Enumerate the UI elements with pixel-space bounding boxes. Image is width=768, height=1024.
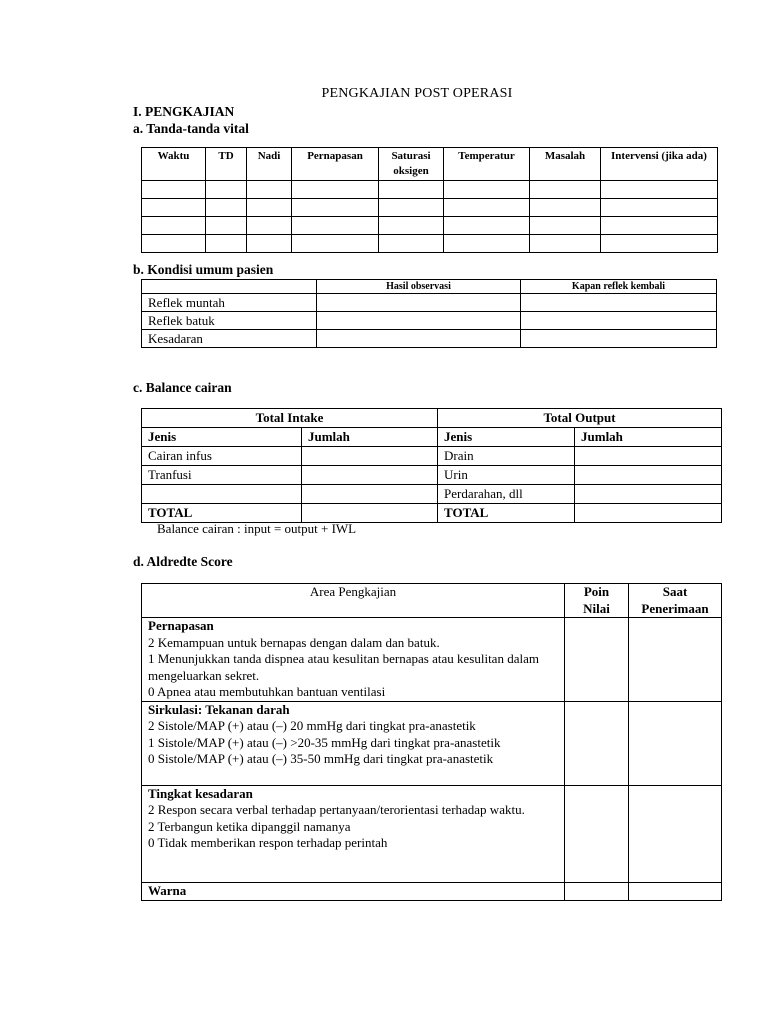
pernapasan-title: Pernapasan	[148, 618, 214, 633]
kesadaran-item: 0 Tidak memberikan respon terhadap perintah	[148, 835, 388, 850]
section-tanda-vital: a. Tanda-tanda vital	[133, 121, 249, 136]
output-item: Urin	[438, 466, 575, 485]
aldrete-header-poin: Poin Nilai	[565, 584, 629, 618]
output-jenis-header: Jenis	[438, 428, 575, 447]
sirkulasi-title: Sirkulasi: Tekanan darah	[148, 701, 290, 717]
intake-total-label: TOTAL	[142, 504, 302, 523]
aldrete-header-area: Area Pengkajian	[142, 584, 565, 618]
vital-header-saturasi: Saturasi oksigen	[379, 148, 444, 181]
aldrete-row-sirkulasi	[142, 701, 722, 785]
vital-header-pernapasan: Pernapasan	[292, 148, 379, 181]
kondisi-row	[142, 312, 717, 330]
intake-jenis-header: Jenis	[142, 428, 302, 447]
kondisi-label: Reflek batuk	[142, 312, 317, 330]
output-total-label: TOTAL	[438, 504, 575, 523]
total-intake-header: Total Intake	[142, 409, 438, 428]
balance-column-header-row	[142, 428, 722, 447]
aldrete-header-row	[142, 584, 722, 618]
balance-formula: Balance cairan : input = output + IWL	[157, 521, 357, 536]
kesadaran-item: 2 Terbangun ketika dipanggil namanya	[148, 818, 351, 834]
pernapasan-item: 1 Menunjukkan tanda dispnea atau kesulitan bernapas atau kesulitan dalam mengeluarkan sekret.	[148, 651, 539, 683]
kondisi-label: Reflek muntah	[142, 294, 317, 312]
aldrete-row-kesadaran	[142, 785, 722, 882]
kondisi-header-blank	[142, 280, 317, 294]
vital-header-row	[142, 148, 718, 181]
balance-row	[142, 466, 722, 485]
aldrete-row-warna	[142, 882, 722, 900]
sirkulasi-item: 1 Sistole/MAP (+) atau (–) >20-35 mmHg dari tingkat pra-anastetik	[148, 734, 501, 750]
kondisi-label: Kesadaran	[142, 330, 317, 348]
kondisi-umum-table	[141, 279, 717, 348]
pernapasan-item: 0 Apnea atau membutuhkan bantuan ventilasi	[148, 684, 386, 699]
intake-item: Tranfusi	[142, 466, 302, 485]
intake-jumlah-header: Jumlah	[302, 428, 438, 447]
section-kondisi-umum: b. Kondisi umum pasien	[133, 262, 274, 277]
vital-row	[142, 217, 718, 235]
vital-row	[142, 181, 718, 199]
sirkulasi-item: 2 Sistole/MAP (+) atau (–) 20 mmHg dari tingkat pra-anastetik	[148, 718, 476, 733]
aldrete-header-saat: Saat Penerimaan	[629, 584, 722, 618]
pernapasan-item: 2 Kemampuan untuk bernapas dengan dalam dan batuk.	[148, 634, 440, 650]
kondisi-header-hasil: Hasil observasi	[317, 280, 521, 294]
kesadaran-title: Tingkat kesadaran	[148, 785, 253, 801]
kondisi-header-kapan: Kapan reflek kembali	[521, 280, 717, 294]
section-pengkajian: I. PENGKAJIAN	[133, 104, 235, 119]
vital-header-nadi: Nadi	[247, 148, 292, 181]
output-item: Drain	[438, 447, 575, 466]
intake-item	[142, 485, 302, 504]
kondisi-header-row	[142, 280, 717, 294]
warna-title: Warna	[148, 882, 187, 898]
sirkulasi-item: 0 Sistole/MAP (+) atau (–) 35-50 mmHg dari tingkat pra-anastetik	[148, 751, 494, 766]
kondisi-row	[142, 330, 717, 348]
vital-header-td: TD	[206, 148, 247, 181]
balance-total-row	[142, 504, 722, 523]
aldrete-score-table	[141, 583, 722, 901]
vital-signs-table	[141, 147, 718, 253]
kesadaran-item: 2 Respon secara verbal terhadap pertanyaan/terorientasi terhadap waktu.	[148, 802, 525, 817]
page-title: PENGKAJIAN POST OPERASI	[321, 86, 513, 101]
vital-header-waktu: Waktu	[142, 148, 206, 181]
vital-row	[142, 235, 718, 253]
intake-item: Cairan infus	[142, 447, 302, 466]
section-aldrete-score: d. Aldredte Score	[133, 554, 233, 569]
vital-header-intervensi: Intervensi (jika ada)	[601, 148, 718, 181]
balance-row	[142, 485, 722, 504]
balance-total-header-row	[142, 409, 722, 428]
vital-header-temperatur: Temperatur	[444, 148, 530, 181]
balance-row	[142, 447, 722, 466]
total-output-header: Total Output	[438, 409, 722, 428]
kondisi-row	[142, 294, 717, 312]
balance-cairan-table	[141, 408, 722, 523]
vital-row	[142, 199, 718, 217]
output-jumlah-header: Jumlah	[575, 428, 722, 447]
output-item: Perdarahan, dll	[438, 485, 575, 504]
aldrete-row-pernapasan	[142, 618, 722, 702]
vital-header-masalah: Masalah	[530, 148, 601, 181]
section-balance-cairan: c. Balance cairan	[133, 380, 232, 395]
